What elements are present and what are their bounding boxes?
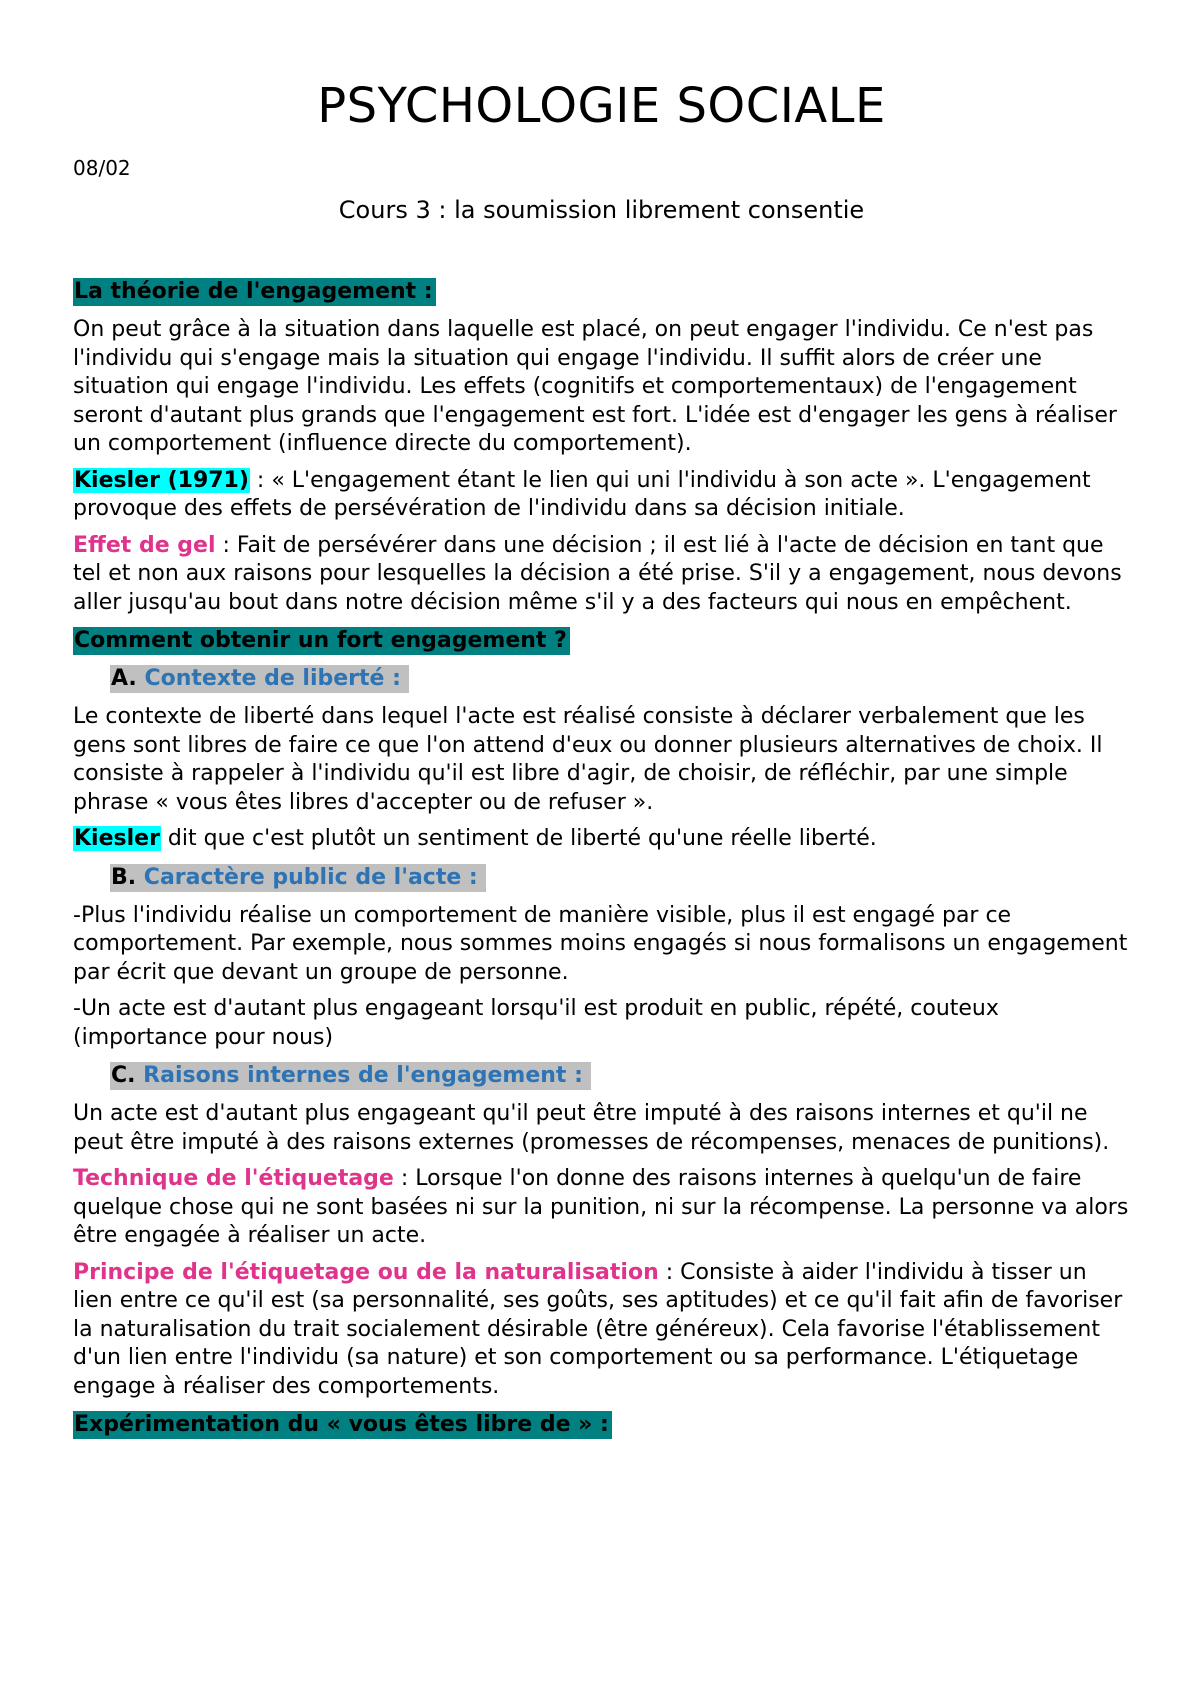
subheading-letter-a: A.	[111, 666, 137, 691]
subheading-raisons-internes	[110, 1062, 591, 1090]
keyword-technique-etiquetage: Technique de l'étiquetage	[73, 1166, 394, 1191]
paragraph-public-2: -Un acte est d'autant plus engageant lorsqu'il est produit en public, répété, couteux (importance pour nous)	[73, 996, 999, 1050]
paragraph-effet-de-gel	[73, 532, 1130, 618]
paragraph-kiesler-liberte	[73, 825, 1130, 854]
subheading-letter-b: B.	[111, 864, 137, 890]
subsection-b	[73, 864, 1130, 1053]
heading-engagement-theory: La théorie de l'engagement :	[73, 278, 436, 306]
heading-experiment: Expérimentation du « vous êtes libre de » :	[73, 1411, 612, 1439]
subheading-label-a: Contexte de liberté :	[136, 666, 401, 691]
paragraph-principe-etiquetage	[73, 1259, 1130, 1402]
paragraph-engagement-theory: On peut grâce à la situation dans laquelle est placé, on peut engager l'individu. Ce n'est pas l'individu qui s'engage mais la situation qui engage l'individu. Il suffit alors de créer une situation qui engage l'individu. Les effets (cognitifs et comportementaux) de l'engagement seront d'autant plus grands que l'engagement est fort. L'idée est d'engager les gens à réaliser un comportement (influence directe du comportement).	[73, 317, 1117, 456]
keyword-principe-etiquetage: Principe de l'étiquetage ou de la naturalisation	[73, 1259, 659, 1285]
paragraph-public-1: -Plus l'individu réalise un comportement de manière visible, plus il est engagé par ce comportement. Par exemple, nous sommes moins engagés si nous formalisons un engagement par écrit que devant un groupe de personne.	[73, 902, 1128, 985]
paragraph-contexte-liberte: Le contexte de liberté dans lequel l'acte est réalisé consiste à déclarer verbalement que les gens sont libres de faire ce que l'on attend d'eux ou donner plusieurs alternatives de choix. Il consiste à rappeler à l'individu qu'il est libre d'agir, de choisir, de réfléchir, par une simple phrase « vous êtes libres d'accepter ou de refuser ».	[73, 704, 1103, 815]
paragraph-technique-etiquetage	[73, 1165, 1130, 1251]
keyword-kiesler: Kiesler	[74, 826, 160, 851]
subsection-c	[73, 1062, 1130, 1401]
heading-strong-engagement: Comment obtenir un fort engagement ?	[73, 627, 570, 655]
section-engagement-theory	[73, 278, 1130, 617]
kiesler-1971-text: : « L'engagement étant le lien qui uni l'individu à son acte ». L'engagement provoque des effets de persévération de l'individu dans sa décision initiale.	[73, 467, 1091, 521]
subheading-label-b: Caractère public de l'acte :	[136, 864, 478, 890]
paragraph-kiesler-1971	[73, 467, 1130, 524]
principe-etiquetage-text: : Consiste à aider l'individu à tisser un lien entre ce qu'il est (sa personnalité, ses goûts, ses aptitudes) et ce qu'il fait afin de favoriser la naturalisation du trait socialement désirable (être généreux). Cela favorise l'établissement d'un lien entre l'individu (sa nature) et son comportement ou sa performance. L'étiquetage engage à réaliser des comportements.	[73, 1259, 1123, 1399]
keyword-effet-de-gel: Effet de gel	[73, 532, 216, 558]
effet-de-gel-text: : Fait de persévérer dans une décision ; il est lié à l'acte de décision en tant que tel et non aux raisons pour lesquelles la décision a été prise. S'il y a engagement, nous devons aller jusqu'au bout dans notre décision même s'il y a des facteurs qui nous en empêchent.	[73, 532, 1122, 615]
subheading-letter-c: C.	[111, 1063, 136, 1088]
subheading-caractere-public	[110, 864, 486, 892]
section-strong-engagement	[73, 627, 1130, 1401]
keyword-kiesler-1971: Kiesler (1971)	[74, 467, 249, 493]
document-date: 08/02	[73, 156, 131, 180]
document-title: PSYCHOLOGIE SOCIALE	[317, 78, 886, 134]
subheading-contexte-liberte	[110, 665, 409, 693]
course-subtitle: Cours 3 : la soumission librement consentie	[338, 196, 865, 224]
subheading-label-c: Raisons internes de l'engagement :	[135, 1063, 583, 1088]
kiesler-liberte-text: dit que c'est plutôt un sentiment de liberté qu'une réelle liberté.	[160, 826, 877, 851]
section-experiment	[73, 1411, 1130, 1439]
subsection-a	[73, 665, 1130, 854]
paragraph-raisons-internes: Un acte est d'autant plus engageant qu'il peut être imputé à des raisons internes et qu'il ne peut être imputé à des raisons externes (promesses de récompenses, menaces de punitions).	[73, 1101, 1110, 1155]
technique-etiquetage-text: : Lorsque l'on donne des raisons internes à quelqu'un de faire quelque chose qui ne sont basées ni sur la punition, ni sur la récompense. La personne va alors être engagée à réaliser un acte.	[73, 1166, 1129, 1248]
